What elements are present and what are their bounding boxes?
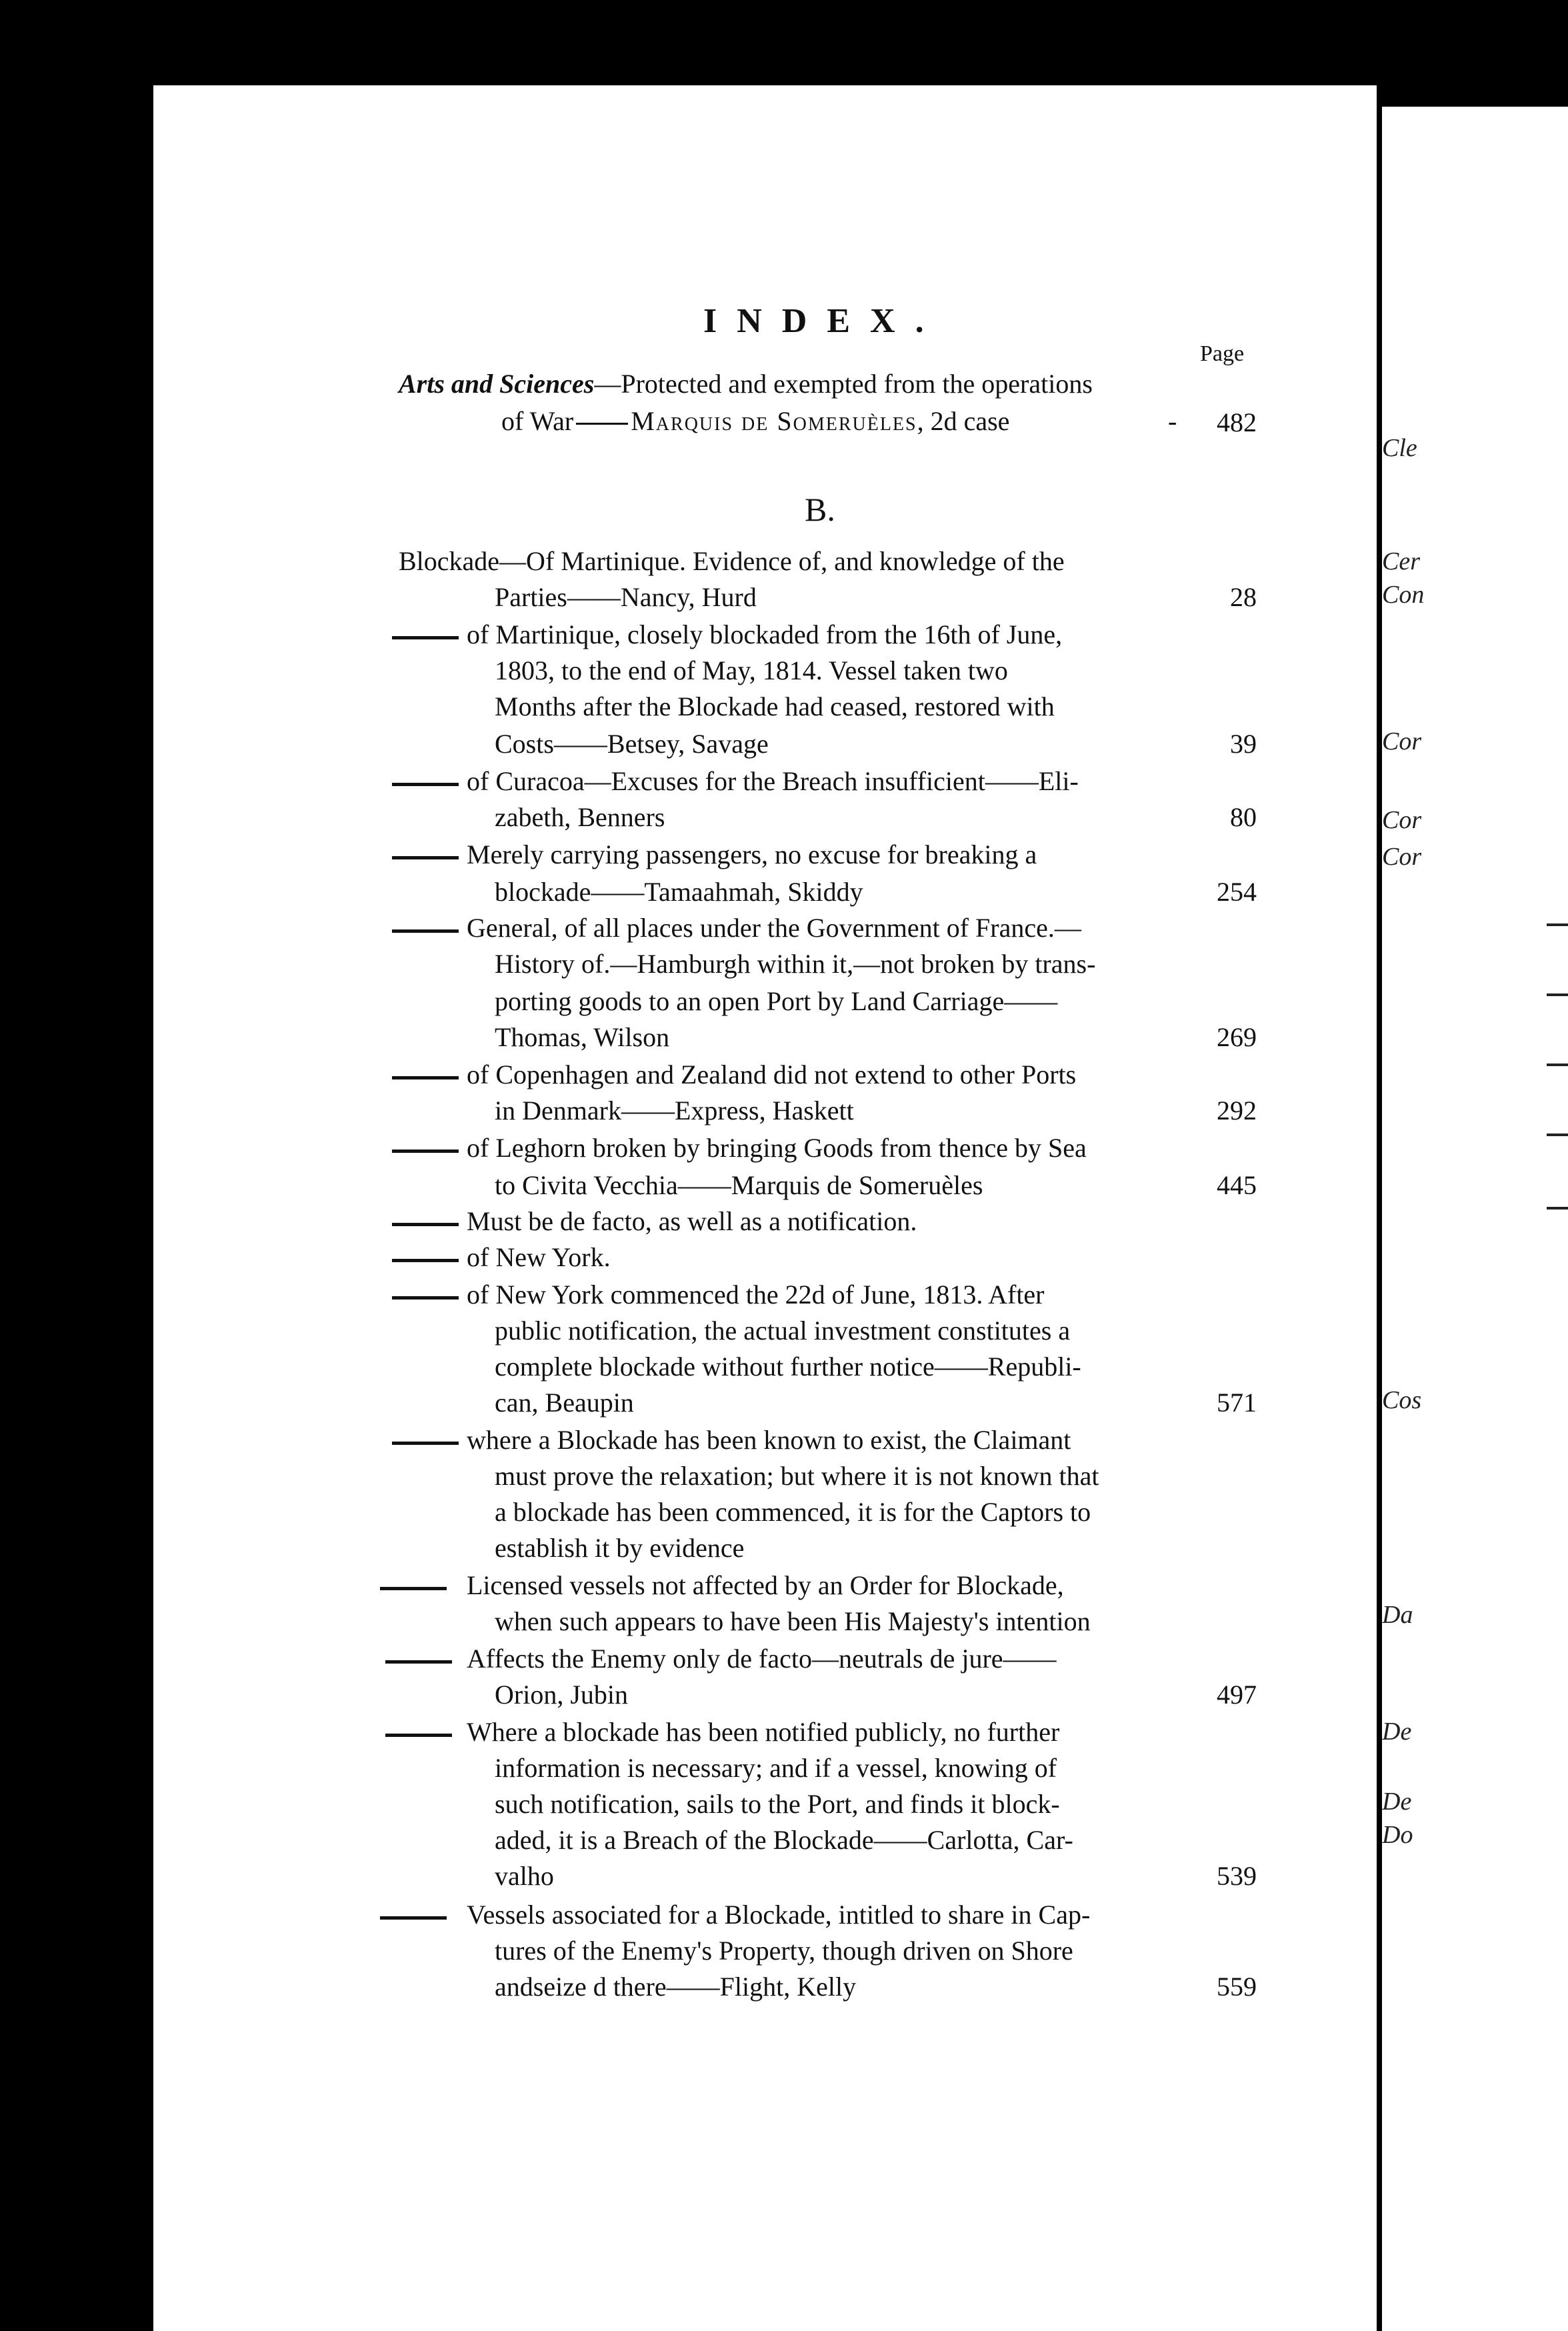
index-entry-line: of Martinique, closely blockaded from the 16th of June, — [467, 619, 1063, 649]
index-entry-line: Vessels associated for a Blockade, intitled to share in Cap- — [467, 1900, 1091, 1930]
index-entry-line: Parties——Nancy, Hurd — [495, 582, 757, 612]
facing-page-rule — [1547, 1063, 1568, 1066]
index-entry-line: of New York. — [467, 1242, 611, 1272]
facing-page-fragment: Cle — [1382, 434, 1417, 462]
index-entry-line: of Curacoa—Excuses for the Breach insufficient——Eli- — [467, 766, 1079, 796]
index-entry-line: Licensed vessels not affected by an Order for Blockade, — [467, 1570, 1064, 1600]
index-entry-line: History of.—Hamburgh within it,—not broken by trans- — [495, 949, 1096, 979]
facing-page-fragment: Cor — [1382, 727, 1422, 755]
index-entry-line: of New York commenced the 22d of June, 1813. After — [467, 1280, 1045, 1310]
facing-page-fragment: Con — [1382, 581, 1425, 609]
index-entry-line: can, Beaupin — [495, 1388, 634, 1418]
repeat-dash — [392, 783, 459, 786]
page-number: 497 — [1217, 1680, 1257, 1710]
repeat-dash — [392, 1076, 459, 1079]
index-entry-line: where a Blockade has been known to exist, the Claimant — [467, 1425, 1071, 1455]
repeat-dash — [392, 929, 459, 933]
page-number: 269 — [1217, 1022, 1257, 1052]
index-entry-line: Thomas, Wilson — [495, 1022, 670, 1052]
index-entry-line: blockade——Tamaahmah, Skiddy — [495, 877, 863, 907]
section-letter-b: B. — [805, 491, 835, 528]
facing-page-fragment: Cor — [1382, 806, 1422, 834]
repeat-dash — [385, 1734, 452, 1737]
entry-term: Arts and Sciences — [399, 369, 595, 399]
index-entry-line: of Leghorn broken by bringing Goods from thence by Sea — [467, 1133, 1087, 1163]
facing-page-fragment: De — [1382, 1788, 1412, 1816]
index-entry-line: zabeth, Benners — [495, 802, 665, 832]
facing-page-fragment: Cer — [1382, 547, 1420, 575]
page-number: 482 — [1217, 407, 1257, 437]
case-name: Marquis de Someruèles — [631, 406, 917, 436]
repeat-dash — [392, 1442, 459, 1445]
page-number: 292 — [1217, 1095, 1257, 1125]
facing-page — [1382, 107, 1568, 2331]
repeat-dash — [392, 856, 459, 859]
index-entry-line: when such appears to have been His Majesty's intention — [495, 1606, 1091, 1636]
repeat-dash — [380, 1587, 447, 1590]
facing-page-rule — [1547, 923, 1568, 926]
index-entry-line: porting goods to an open Port by Land Carriage—— — [495, 986, 1058, 1016]
index-entry-line: Where a blockade has been notified publicly, no further — [467, 1717, 1060, 1747]
index-entry-line: in Denmark——Express, Haskett — [495, 1095, 854, 1125]
entry-text: —Protected and exempted from the operations — [594, 369, 1093, 399]
index-entry-line: information is necessary; and if a vessel, knowing of — [495, 1753, 1057, 1783]
index-entry-line: Months after the Blockade had ceased, restored with — [495, 691, 1055, 721]
page-number: 539 — [1217, 1861, 1257, 1891]
page-number: 571 — [1217, 1388, 1257, 1418]
index-entry-line: to Civita Vecchia——Marquis de Someruèles — [495, 1170, 983, 1200]
page-number: 445 — [1217, 1170, 1257, 1200]
index-entry-line: Blockade—Of Martinique. Evidence of, and knowledge of the — [399, 546, 1065, 576]
entry-text: of War — [501, 406, 574, 436]
repeat-dash — [392, 1149, 459, 1153]
repeat-dash — [392, 636, 459, 639]
facing-page-rule — [1547, 1207, 1568, 1210]
index-entry-line: valho — [495, 1861, 554, 1891]
index-entry-line: complete blockade without further notice——Republi- — [495, 1352, 1081, 1382]
index-entry-line: aded, it is a Breach of the Blockade——Carlotta, Car- — [495, 1825, 1073, 1855]
index-entry-line: Merely carrying passengers, no excuse for breaking a — [467, 839, 1037, 869]
index-entry-line: establish it by evidence — [495, 1533, 745, 1563]
index-entry-arts — [399, 371, 1093, 397]
entry-text: , 2d case — [917, 406, 1010, 436]
page-number: 254 — [1217, 877, 1257, 907]
facing-page-fragment: De — [1382, 1718, 1412, 1746]
index-entry-line: tures of the Enemy's Property, though driven on Shore — [495, 1936, 1073, 1966]
facing-page-fragment: Do — [1382, 1821, 1413, 1849]
page-number: 28 — [1230, 582, 1257, 612]
index-entry-line: General, of all places under the Government of France.— — [467, 913, 1081, 943]
repeat-dash — [392, 1296, 459, 1300]
repeat-dash — [392, 1259, 459, 1262]
index-entry-line: public notification, the actual investment constitutes a — [495, 1316, 1071, 1346]
index-entry-line: a blockade has been commenced, it is for the Captors to — [495, 1497, 1091, 1527]
index-heading: INDEX. — [703, 302, 944, 340]
index-entry-arts-line2 — [501, 408, 1009, 435]
index-entry-line: must prove the relaxation; but where it is not known that — [495, 1461, 1099, 1491]
page-number: 39 — [1230, 729, 1257, 759]
repeat-dash — [380, 1916, 447, 1920]
facing-page-fragment: Da — [1382, 1601, 1413, 1629]
index-entry-line: Must be de facto, as well as a notification. — [467, 1206, 917, 1236]
index-entry-line: Costs——Betsey, Savage — [495, 729, 769, 759]
index-entry-line: andseize d there——Flight, Kelly — [495, 1972, 857, 2002]
facing-page-fragment: Cos — [1382, 1386, 1422, 1414]
index-entry-line: such notification, sails to the Port, and finds it block- — [495, 1789, 1060, 1819]
index-entry-line: Affects the Enemy only de facto—neutrals de jure—— — [467, 1644, 1057, 1674]
facing-page-fragment: Cor — [1382, 843, 1422, 871]
facing-page-rule — [1547, 1133, 1568, 1136]
index-entry-line: 1803, to the end of May, 1814. Vessel taken two — [495, 655, 1008, 685]
leader-dot: - — [1168, 406, 1177, 436]
index-entry-line: Orion, Jubin — [495, 1680, 628, 1710]
repeat-dash — [392, 1223, 459, 1226]
facing-page-rule — [1547, 993, 1568, 996]
page-number: 559 — [1217, 1972, 1257, 2002]
page-number: 80 — [1230, 802, 1257, 832]
index-entry-line: of Copenhagen and Zealand did not extend to other Ports — [467, 1059, 1077, 1089]
repeat-dash — [385, 1660, 452, 1664]
page-column-label: Page — [1200, 341, 1245, 366]
